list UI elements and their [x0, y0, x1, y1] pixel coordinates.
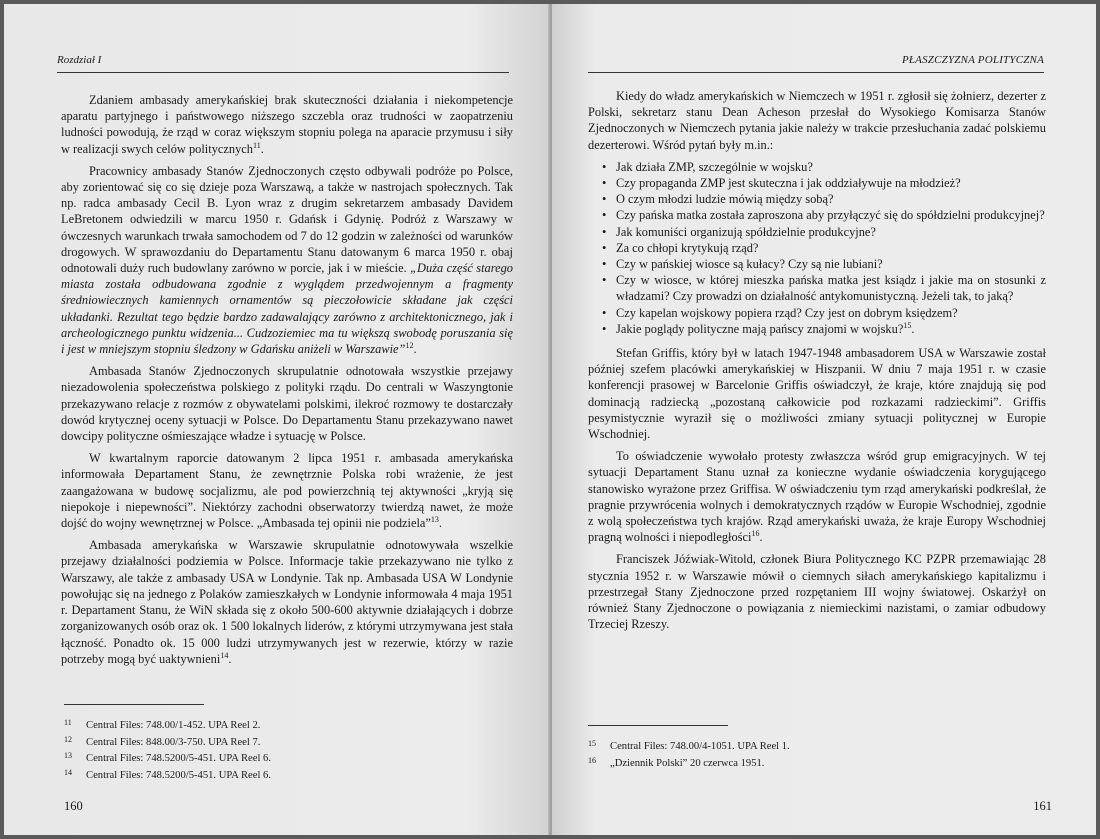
running-head: Rozdział I: [57, 54, 102, 66]
question-list: [588, 159, 1046, 337]
paragraph: Stefan Griffis, który był w latach 1947-1948 ambasadorem USA w Warszawie został później szefem placówki amerykańskiej w Hiszpanii. W dniu 7 maja 1951 r. w czasie konferencji prasowej w Barcelonie Griffis oświadczył, że kraje, które znajdują się pod dominacją radziecką „pozostaną całkowicie pod rozkazami radzieckimi”. Griffis pesymistycznie wyraził się o możliwości zmiany sytuacji politycznej w Europie Wschodniej.: [588, 346, 1046, 442]
page-number: 161: [1033, 799, 1052, 813]
paragraph: To oświadczenie wywołało protesty zwłaszcza wśród grup emigracyjnych. W tej sytuacji Departament Stanu uznał za konieczne wydanie oświadczenia korygującego stanowisko wyrażone przez Griffisa. W oświadczeniu tym rząd amerykański podkreślał, że pragnie przywrócenia wolnych i demokratycznych rządów w Europie Wschodniej, zgodnie z wolą społeczeństwa tych krajów. Rząd amerykański uważa, że kraje Europy Wschodniej pragną wolności i niepodległości$^{16}$.: [588, 449, 1046, 545]
left-footnotes: [64, 716, 271, 782]
list-item: • Czy w wiosce, w której mieszka pańska matka jest ksiądz i jakie ma on stosunki z władzami? Czy prowadzi on działalność antykomunistyczną. Jeżeli tak, to jaką?: [602, 272, 1046, 304]
list-item: • O czym młodzi ludzie mówią między sobą?: [602, 191, 1046, 207]
paragraph: Kiedy do władz amerykańskich w Niemczech w 1951 r. zgłosił się żołnierz, dezerter z Polski, sekretarz stanu Dean Acheson przesłał do Wysokiego Komisarza Stanów Zjednoczonych w Niemczech pytania jakie należy w trakcie przesłuchania zadać polskiemu dezerterowi. Wśród pytań były m.in.:: [588, 89, 1046, 152]
right-page: [552, 4, 1096, 835]
right-footnotes: [588, 737, 790, 770]
list-item: • Czy kapelan wojskowy popiera rząd? Czy jest on dobrym księdzem?: [602, 305, 1046, 321]
footnote-rule: [64, 704, 204, 705]
running-head: PŁASZCZYZNA POLITYCZNA: [901, 54, 1044, 66]
quotation: „Duża część starego miasta została odbudowana zgodnie z wyglądem przedwojennym a fragmenty średniowiecznych kamiennych ornamentów są pieczołowicie składane jak części układanki. Rezultat tego będzie bardzo zadawalający zarówno z architektonicznego, jak i archeologicznego punktu widzenia... Cudzoziemiec ma tu większą swobodę poruszania się i jest w mniejszym stopniu śledzony w Gdańsku aniżeli w Warszawie”: [61, 261, 513, 357]
list-item: • Jak działa ZMP, szczególnie w wojsku?: [602, 159, 1046, 175]
left-body-text: [61, 92, 513, 673]
paragraph: Pracownicy ambasady Stanów Zjednoczonych często odbywali podróże po Polsce, aby zorientować się co się dzieje poza Warszawą, a także w nastrojach społecznych. Tak np. radca ambasady Cecil B. Lyon wraz z drugim sekretarzem ambasady Davidem LeBretonem odwiedzili w marcu 1950 r. Gdańsk i Gdynię. Podróż z Warszawy w ówczesnych warunkach trwała samochodem od 7 do 12 godzin w zależności od warunków drogowych. W sprawozdaniu do Departamentu Stanu datowanym 6 marca 1950 r. obaj odnotowali duży ruch budowlany zarówno w porcie, jak i w mieście. „Duża część starego miasta została odbudowana zgodnie z wyglądem przedwojennym a fragmenty średniowiecznych kamiennych ornamentów są pieczołowicie składane jak części układanki. Rezultat tego będzie bardzo zadawalający zarówno z architektonicznego, jak i archeologicznego punktu widzenia... Cudzoziemiec ma tu większą swobodę poruszania się i jest w mniejszym stopniu śledzony w Gdańsku aniżeli w Warszawie”$^{12}$.: [61, 163, 513, 357]
footnote-rule: [588, 725, 728, 726]
page-number: 160: [64, 799, 83, 813]
footnote: 15 Central Files: 748.00/4-1051. UPA Reel 1.: [588, 739, 790, 752]
header-rule: [588, 72, 1044, 73]
list-item: • Czy propaganda ZMP jest skuteczna i jak oddziaływuje na młodzież?: [602, 175, 1046, 191]
footnote: 12 Central Files: 848.00/3-750. UPA Reel 7.: [64, 734, 261, 748]
footnote: 11 Central Files: 748.00/1-452. UPA Reel 2.: [64, 718, 261, 731]
footnote: 13 Central Files: 748.5200/5-451. UPA Reel 6.: [64, 751, 271, 764]
header-rule: [57, 72, 509, 73]
paragraph: Ambasada Stanów Zjednoczonych skrupulatnie odnotowała wszystkie przejawy niezadowolenia społeczeństwa polskiego z polityki rządu. Do centrali w Waszyngtonie przekazywano relacje z rozmów z obywatelami polskimi, ilekroć rozmowy te dostarczały dowód krytycznej oceny sytuacji w Polsce. Do Departamentu Stanu przekazywano nawet dowcipy polityczne ośmieszające władze i sytuację w Polsce.: [61, 364, 513, 444]
paragraph: W kwartalnym raporcie datowanym 2 lipca 1951 r. ambasada amerykańska informowała Departament Stanu, że zewnętrznie Polska robi wrażenie, że jest zaangażowana w budowę socjalizmu, ale pod powierzchnią tej aktywności „kryją się niepokoje i niepewności”. Niektórzy zachodni obserwatorzy twierdzą nawet, że może dojść do wojny wewnętrznej w Polsce. „Ambasada tej opinii nie podziela”$^{13}$.: [61, 451, 513, 531]
list-item: • Za co chłopi krytykują rząd?: [602, 240, 1046, 256]
list-item: • Czy w pańskiej wiosce są kułacy? Czy są nie lubiani?: [602, 256, 1046, 272]
list-item: • Jakie poglądy polityczne mają pańscy znajomi w wojsku?$^{15}$.: [602, 321, 1046, 337]
left-page: [4, 4, 550, 835]
book-spread: [4, 4, 1096, 835]
list-item: • Czy pańska matka została zaproszona aby przyłączyć się do spółdzielni produkcyjnej?: [602, 207, 1046, 223]
right-body-text: [588, 88, 1046, 639]
paragraph: Zdaniem ambasady amerykańskiej brak skuteczności działania i niekompetencje aparatu partyjnego i państwowego niższego szczebla oraz trudności w zaopatrzeniu ludności powodują, że rząd w coraz większym stopniu polega na aparacie przymusu i siły w realizacji swych celów politycznych$^{11}$.: [61, 93, 513, 156]
list-item: • Jak komuniści organizują spółdzielnie produkcyjne?: [602, 224, 1046, 240]
footnote: 14 Central Files: 748.5200/5-451. UPA Reel 6.: [64, 767, 271, 781]
paragraph: Ambasada amerykańska w Warszawie skrupulatnie odnotowywała wszelkie przejawy działalności podziemia w Polsce. Informacje takie przekazywano nie tylko z Warszawy, ale także z ambasady USA w Londynie. Tak np. Ambasada USA W Londynie powołując się na jednego z Polaków zamieszkałych w Londynie informowała 4 maja 1951 r. Departament Stanu, że WiN składa się z około 500-600 aktywnie działających i dobrze zorganizowanych osób oraz ok. 1 500 lokalnych liderów, z którymi utrzymywana jest stała łączność. Ponadto ok. 15 000 ludzi utrzymywanych jest w rezerwie, którzy w razie potrzeby mogą być uaktywnieni$^{14}$.: [61, 538, 513, 666]
paragraph: Franciszek Jóźwiak-Witold, członek Biura Politycznego KC PZPR przemawiając 28 stycznia 1952 r. w Warszawie mówił o ciemnych siłach amerykańskiego kapitalizmu i przestrzegał Stany Zjednoczone przed rozpętaniem III wojny światowej. Oskarżył on również Stany Zjednoczone o powiązania z niemieckimi nazistami, o zamiar odbudowy Trzeciej Rzeszy.: [588, 552, 1046, 632]
footnote: 16 „Dziennik Polski” 20 czerwca 1951.: [588, 755, 765, 769]
